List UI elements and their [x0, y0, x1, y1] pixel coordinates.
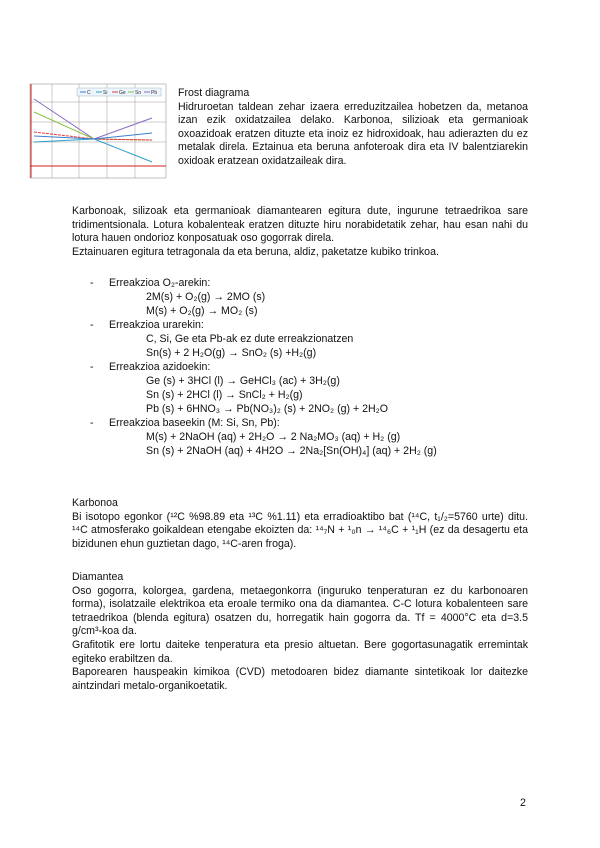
equation: Sn (s) + 2NaOH (aq) + 4H2O → 2Na₂[Sn(OH)₄] (aq) + 2H₂ (g) [146, 445, 437, 457]
equation: C, Si, Ge eta Pb-ak ez dute erreakzionatzen [146, 333, 354, 345]
page-number: 2 [520, 797, 526, 809]
frost-title: Frost diagrama [178, 87, 250, 99]
bullet-dash: - [90, 417, 94, 429]
karbonoa-section [72, 497, 528, 551]
karbonoa-text: Bi isotopo egonkor (¹²C %98.89 eta ¹³C %1.11) eta erradioaktibo bat (¹⁴C, t₁/₂=5760 urte) ditu. ¹⁴C atmosferako goikaldean etengabe ekoizten da: ¹⁴₇N + ¹₀n → ¹⁴₆C + ¹₁H (ez da desagertu eta bizidunen ehun guztietan dago, ¹⁴C-aren froga). [72, 510, 528, 550]
diamantea-graphite: Grafitotik ere lortu daiteke tenperatura eta presio altuetan. Bere gogortasunagatik erremintak egiteko erabiltzen da. [72, 638, 528, 665]
equation: M(s) + O₂(g) → MO₂ (s) [146, 305, 258, 317]
svg-text:Sn: Sn [135, 90, 142, 96]
equation: Pb (s) + 6HNO₃ → Pb(NO₃)₂ (s) + 2NO₂ (g) + 2H₂O [146, 403, 389, 415]
diamantea-cvd: Baporearen hauspeakin kimikoa (CVD) metodoaren bidez diamante sintetikoak lor daitezke aintzindari metalo-organikoetatik. [72, 666, 528, 692]
bullet-dash: - [90, 361, 94, 373]
equation: Sn(s) + 2 H₂O(g) → SnO₂ (s) +H₂(g) [146, 347, 317, 359]
svg-text:Si: Si [103, 90, 108, 96]
diamantea-properties: Oso gogorra, kolorgea, gardena, metaegonkorra (inguruko tenperaturan ez du karbonoaren forma), isolatzaile elektrikoa eta eroale termiko ona da diamantea. C-C lotura kobalenteen sare tetraedrikoa (blenda egitura) osatzen du, horregatik hain gogorra da. Tf = 4000°C eta d=3.5 g/cm³-koa da. [72, 584, 528, 638]
structure-section [72, 205, 528, 259]
svg-text:Ge: Ge [119, 90, 126, 96]
svg-text:C: C [87, 90, 91, 96]
frost-text: Hidruroetan taldean zehar izaera erreduzitzailea hobetzen da, metanoa izan ezik oxidatzailea delako. Karbonoa, silizioak eta germanioak oxoazidoak eratzen dituzte eta inoiz ez hidroxidoak, hau adierazten du ez metalak direla. Eztainua eta beruna anfoteroak dira eta IV balentziarekin oxidoak eratzean oxidatzaileak dira. [178, 100, 528, 167]
svg-text:Pb: Pb [151, 90, 158, 96]
equation: M(s) + 2NaOH (aq) + 2H₂O → 2 Na₂MO₃ (aq) + H₂ (g) [146, 431, 401, 443]
frost-diagram-image [22, 82, 170, 188]
diamantea-section [72, 571, 528, 693]
reaction-label: Erreakzioa azidoekin: [109, 361, 211, 373]
equation: 2M(s) + O₂(g) → 2MO (s) [146, 291, 266, 303]
structure-paragraph: Karbonoak, silizoak eta germanioak diamantearen egitura dute, ingurune tetraedrikoa sare tridimentsionala. Lotura kobalenteak eratzen dituzte hiru norabidetatik zehar, hau esan nahi du lotura hauen ondorioz konposatuak oso gogorrak direla. [72, 205, 528, 245]
reaction-label: Erreakzioa baseekin (M: Si, Sn, Pb): [109, 417, 280, 429]
karbonoa-heading: Karbonoa [72, 497, 118, 509]
reaction-label: Erreakzioa O₂-arekin: [109, 277, 211, 289]
frost-intro [178, 87, 528, 169]
bullet-dash: - [90, 319, 94, 331]
bullet-dash: - [90, 277, 94, 289]
tin-structure-paragraph: Eztainuaren egitura tetragonala da eta beruna, aldiz, paketatze kubiko trinkoa. [72, 245, 439, 258]
diamantea-heading: Diamantea [72, 571, 124, 583]
reaction-label: Erreakzioa urarekin: [109, 319, 204, 331]
equation: Ge (s) + 3HCl (l) → GeHCl₃ (ac) + 3H₂(g) [146, 375, 340, 387]
equation: Sn (s) + 2HCl (l) → SnCl₂ + H₂(g) [146, 389, 303, 401]
